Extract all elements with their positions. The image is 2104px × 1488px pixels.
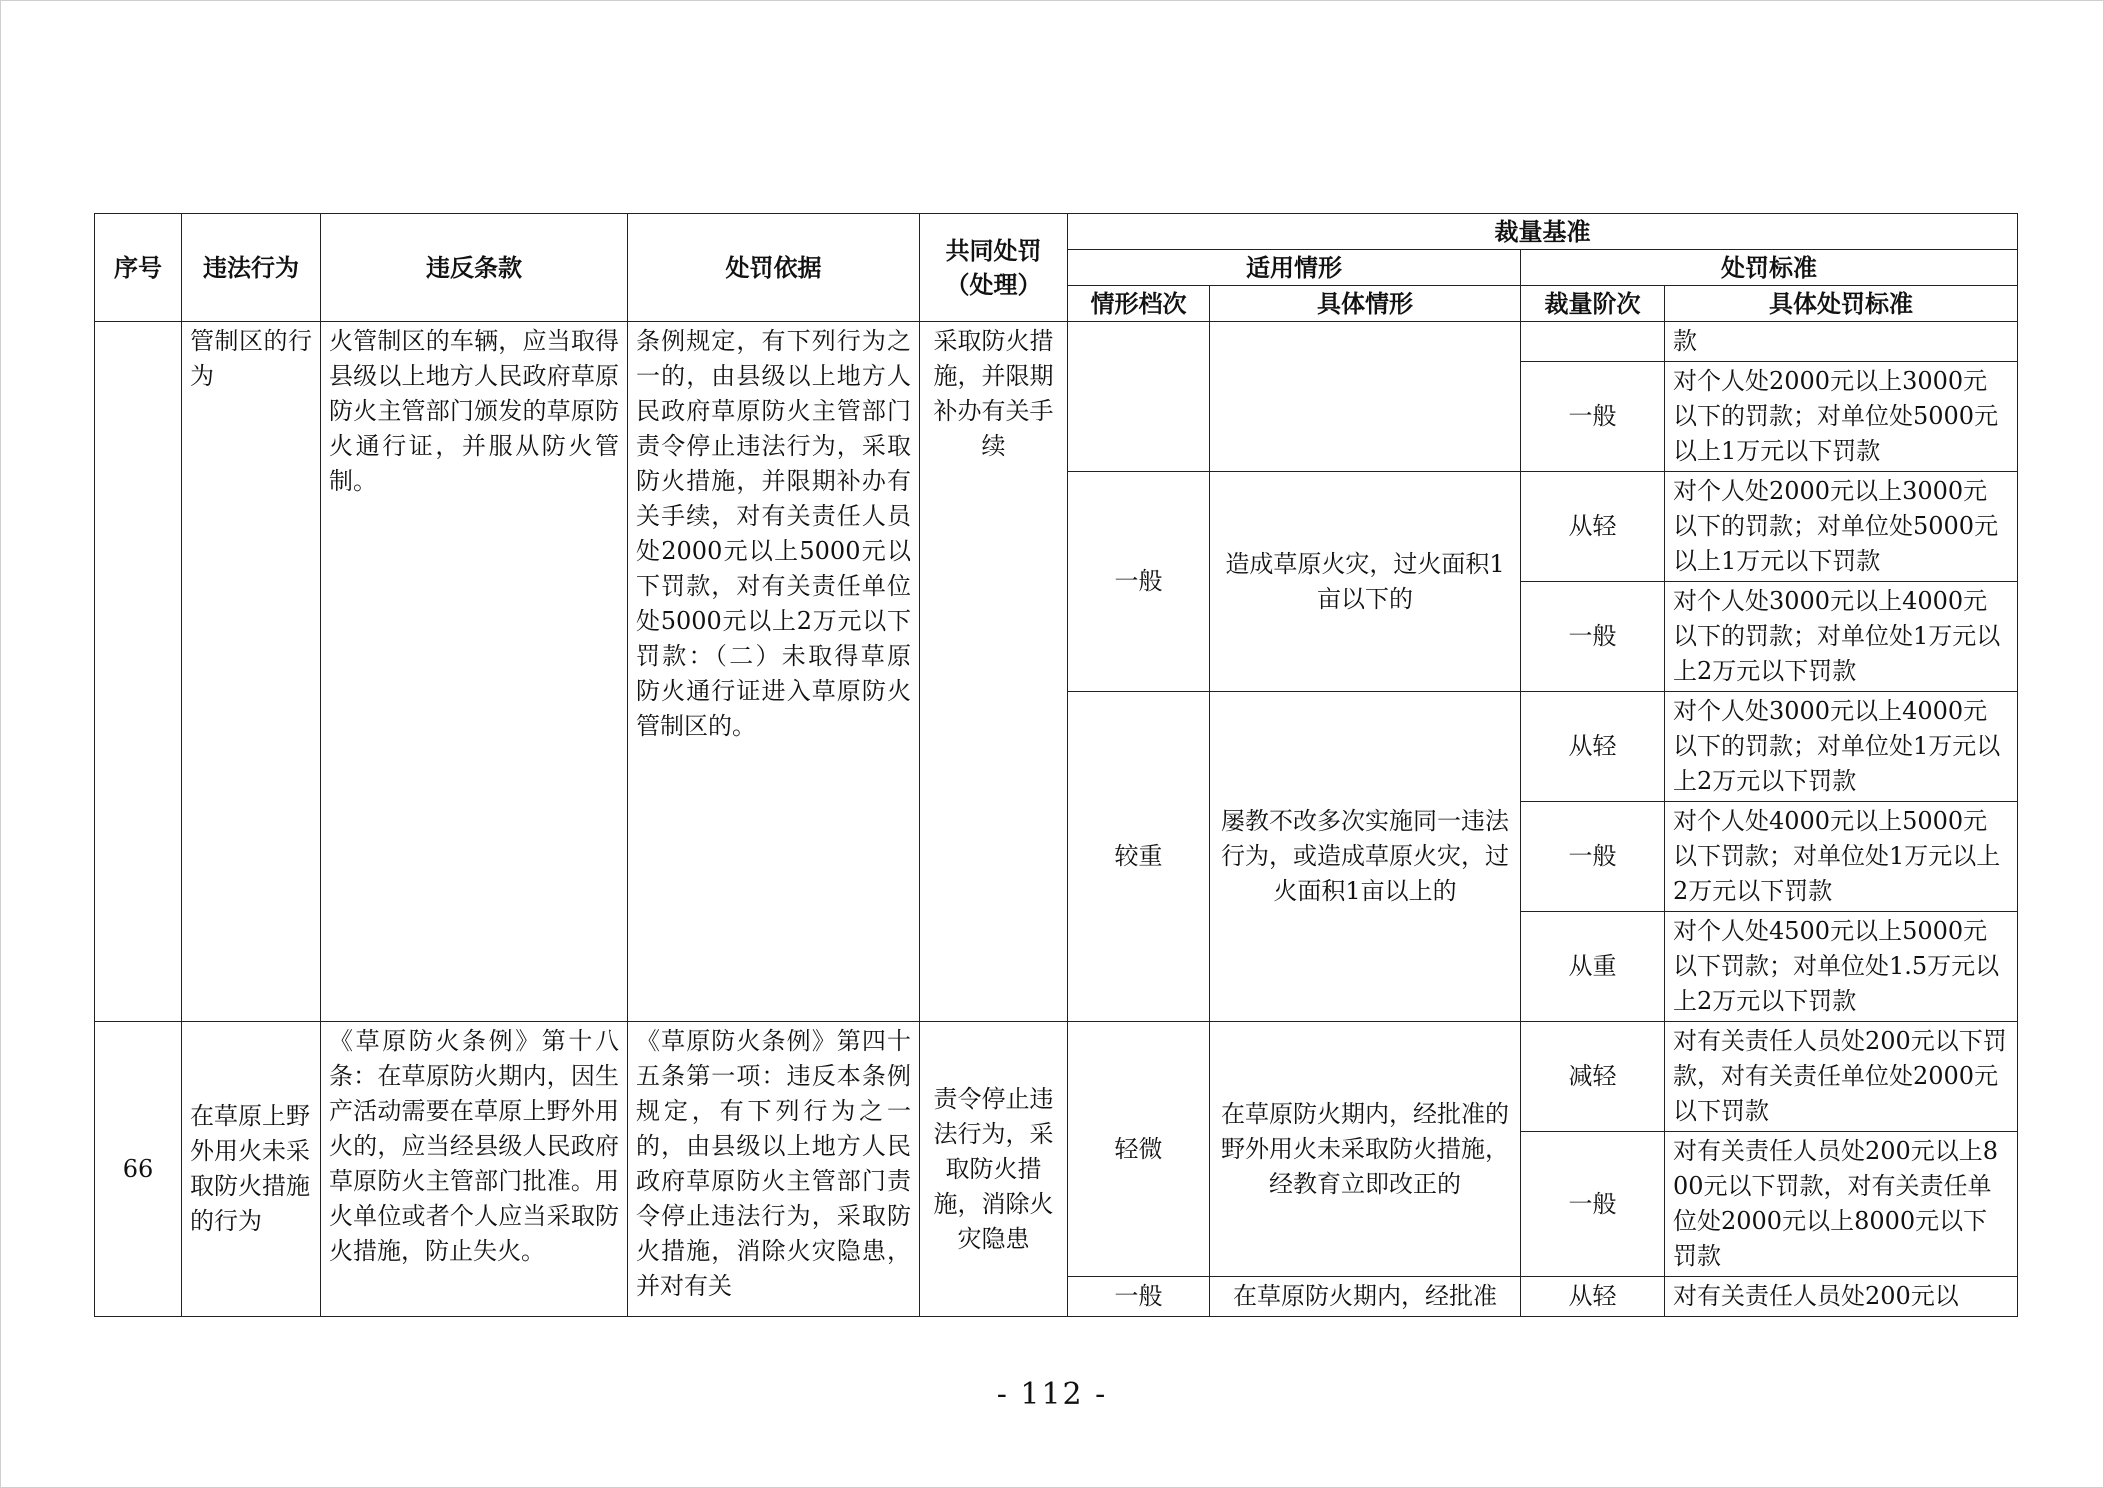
tier-cell: 从轻 — [1521, 1277, 1665, 1317]
situation-cell — [1210, 322, 1521, 472]
header-clause: 违反条款 — [321, 214, 628, 322]
clause-cell: 《草原防火条例》第十八条：在草原防火期内，因生产活动需要在草原上野外用火的，应当经县级人民政府草原防火主管部门批准。用火单位或者个人应当采取防火措施，防止失火。 — [321, 1022, 628, 1317]
behavior-cell: 在草原上野外用火未采取防火措施的行为 — [182, 1022, 321, 1317]
header-behavior: 违法行为 — [182, 214, 321, 322]
tier-cell: 从轻 — [1521, 472, 1665, 582]
discretion-table — [94, 213, 2018, 1317]
situation-cell: 在草原防火期内，经批准 — [1210, 1277, 1521, 1317]
table-row — [95, 322, 2018, 362]
header-level: 情形档次 — [1068, 286, 1210, 322]
detail-cell: 款 — [1665, 322, 2018, 362]
basis-cell: 《草原防火条例》第四十五条第一项：违反本条例规定，有下列行为之一的，由县级以上地方人民政府草原防火主管部门责令停止违法行为，采取防火措施，消除火灾隐患，并对有关 — [628, 1022, 920, 1317]
detail-cell: 对个人处2000元以上3000元以下的罚款；对单位处5000元以上1万元以下罚款 — [1665, 472, 2018, 582]
joint-cell: 责令停止违法行为，采取防火措施，消除火灾隐患 — [920, 1022, 1068, 1317]
situation-cell: 造成草原火灾，过火面积1亩以下的 — [1210, 472, 1521, 692]
tier-cell: 一般 — [1521, 582, 1665, 692]
detail-cell: 对有关责任人员处200元以下罚款，对有关责任单位处2000元以下罚款 — [1665, 1022, 2018, 1132]
header-joint — [920, 214, 1068, 322]
header-applicable: 适用情形 — [1068, 250, 1521, 286]
page-number: - 112 - — [996, 1377, 1108, 1412]
situation-cell: 屡教不改多次实施同一违法行为，或造成草原火灾，过火面积1亩以上的 — [1210, 692, 1521, 1022]
level-cell — [1068, 322, 1210, 472]
detail-cell: 对个人处2000元以上3000元以下的罚款；对单位处5000元以上1万元以下罚款 — [1665, 362, 2018, 472]
tier-cell: 一般 — [1521, 802, 1665, 912]
seq-cell — [95, 322, 182, 1022]
tier-cell: 减轻 — [1521, 1022, 1665, 1132]
header-seq: 序号 — [95, 214, 182, 322]
detail-cell: 对有关责任人员处200元以上800元以下罚款，对有关责任单位处2000元以上8000元以下罚款 — [1665, 1132, 2018, 1277]
header-standard: 处罚标准 — [1521, 250, 2018, 286]
level-cell: 一般 — [1068, 472, 1210, 692]
level-cell: 轻微 — [1068, 1022, 1210, 1277]
detail-cell: 对个人处3000元以上4000元以下的罚款；对单位处1万元以上2万元以下罚款 — [1665, 692, 2018, 802]
header-tier: 裁量阶次 — [1521, 286, 1665, 322]
clause-cell: 火管制区的车辆，应当取得县级以上地方人民政府草原防火主管部门颁发的草原防火通行证，并服从防火管制。 — [321, 322, 628, 1022]
header-joint-line1: 共同处罚 — [945, 236, 1042, 265]
situation-cell: 在草原防火期内，经批准的野外用火未采取防火措施，经教育立即改正的 — [1210, 1022, 1521, 1277]
detail-cell: 对个人处4000元以上5000元以下罚款；对单位处1万元以上2万元以下罚款 — [1665, 802, 2018, 912]
tier-cell — [1521, 322, 1665, 362]
joint-cell: 采取防火措施，并限期补办有关手续 — [920, 322, 1068, 1022]
tier-cell: 一般 — [1521, 1132, 1665, 1277]
basis-cell: 条例规定，有下列行为之一的，由县级以上地方人民政府草原防火主管部门责令停止违法行为，采取防火措施，并限期补办有关手续，对有关责任人员处2000元以上5000元以下罚款，对有关责任单位处5000元以上2万元以下罚款：（二）未取得草原防火通行证进入草原防火管制区的。 — [628, 322, 920, 1022]
seq-cell: 66 — [95, 1022, 182, 1317]
level-cell: 较重 — [1068, 692, 1210, 1022]
header-joint-line2: （处理） — [945, 270, 1042, 299]
tier-cell: 从重 — [1521, 912, 1665, 1022]
tier-cell: 一般 — [1521, 362, 1665, 472]
table-row — [95, 1022, 2018, 1132]
detail-cell: 对有关责任人员处200元以 — [1665, 1277, 2018, 1317]
header-discretion: 裁量基准 — [1068, 214, 2018, 250]
detail-cell: 对个人处4500元以上5000元以下罚款；对单位处1.5万元以上2万元以下罚款 — [1665, 912, 2018, 1022]
header-basis: 处罚依据 — [628, 214, 920, 322]
behavior-cell: 管制区的行为 — [182, 322, 321, 1022]
header-detail: 具体处罚标准 — [1665, 286, 2018, 322]
header-situation: 具体情形 — [1210, 286, 1521, 322]
level-cell: 一般 — [1068, 1277, 1210, 1317]
tier-cell: 从轻 — [1521, 692, 1665, 802]
detail-cell: 对个人处3000元以上4000元以下的罚款；对单位处1万元以上2万元以下罚款 — [1665, 582, 2018, 692]
